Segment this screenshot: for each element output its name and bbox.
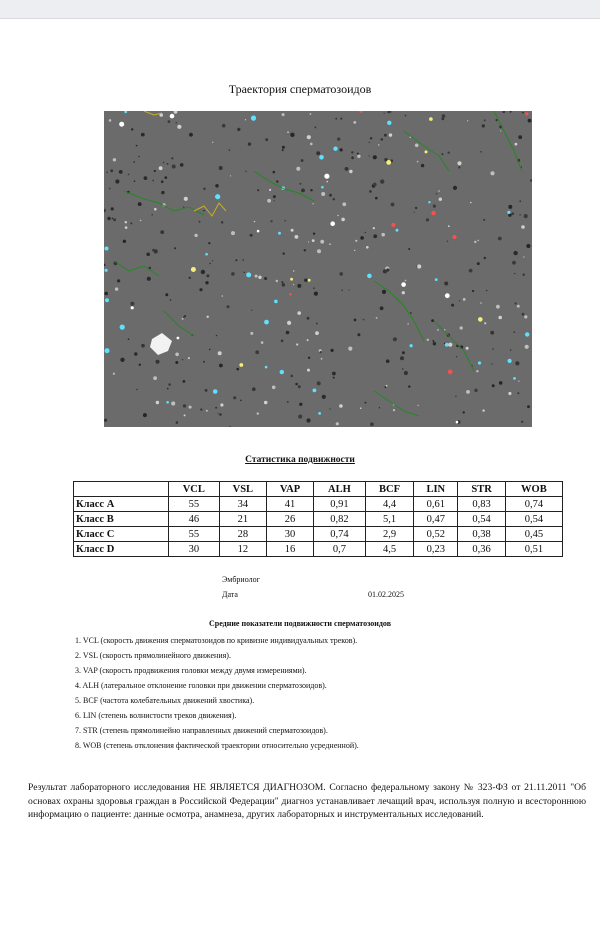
table-header-row (74, 482, 563, 497)
trajectory-microscopy-image (104, 111, 532, 427)
cell: 0,83 (458, 497, 505, 512)
motility-stats-table (73, 481, 563, 557)
viewer-top-bar (0, 0, 600, 19)
cell: 55 (169, 527, 220, 542)
cell: 41 (267, 497, 314, 512)
cell: 2,9 (365, 527, 413, 542)
cell: 26 (267, 512, 314, 527)
col-alh: ALH (314, 482, 366, 497)
cell: 5,1 (365, 512, 413, 527)
cell: 0,38 (458, 527, 505, 542)
definitions-title: Средние показатели подвижности сперматозоидов (208, 619, 392, 628)
definitions-list (75, 633, 359, 753)
cell: 46 (169, 512, 220, 527)
cell: 0,7 (314, 542, 366, 557)
date-label: Дата (222, 590, 238, 599)
cell: 0,52 (414, 527, 458, 542)
cell: 12 (219, 542, 266, 557)
list-item: 2. VSL (скорость прямолинейного движения). (75, 651, 231, 660)
list-item: 5. BCF (частота колебательных движений хвостика). (75, 696, 255, 705)
cell: 0,47 (414, 512, 458, 527)
cell: 4,4 (365, 497, 413, 512)
list-item: 6. LIN (степень волнистости треков движения). (75, 711, 237, 720)
cell: 0,45 (505, 527, 562, 542)
cell: 34 (219, 497, 266, 512)
table-row (74, 542, 563, 557)
col-lin: LIN (414, 482, 458, 497)
cell: 55 (169, 497, 220, 512)
cell: 28 (219, 527, 266, 542)
cell: 4,5 (365, 542, 413, 557)
list-item: 4. ALH (латеральное отклонение головки при движении сперматозоидов). (75, 681, 327, 690)
stats-title: Статистика подвижности (245, 455, 355, 465)
col-vcl: VCL (169, 482, 220, 497)
table-row (74, 497, 563, 512)
list-item: 7. STR (степень прямолинейно направленных движений сперматозоидов). (75, 726, 328, 735)
cell: 0,91 (314, 497, 366, 512)
corner-cell (74, 482, 169, 497)
row-label: Класс A (74, 497, 169, 512)
embryologist-label: Эмбриолог (222, 575, 260, 584)
page-title: Траектория сперматозоидов (228, 82, 372, 96)
date-value: 01.02.2025 (368, 590, 404, 599)
list-item: 1. VCL (скорость движения сперматозоидов по кривизне индивидуальных треков). (75, 636, 358, 645)
cell: 0,54 (505, 512, 562, 527)
row-label: Класс C (74, 527, 169, 542)
cell: 30 (267, 527, 314, 542)
cell: 0,61 (414, 497, 458, 512)
table-row (74, 512, 563, 527)
cell: 0,82 (314, 512, 366, 527)
cell: 0,54 (458, 512, 505, 527)
col-str: STR (458, 482, 505, 497)
col-wob: WOB (505, 482, 562, 497)
col-vap: VAP (267, 482, 314, 497)
list-item: 3. VAP (скорость продвижения головки между двумя измерениями). (75, 666, 307, 675)
cell: 16 (267, 542, 314, 557)
cell: 0,36 (458, 542, 505, 557)
disclaimer-text: Результат лабораторного исследования НЕ ЯВЛЯЕТСЯ ДИАГНОЗОМ. Согласно федеральному закону № 323-ФЗ от 21.11.2011 "Об основах охраны здоровья граждан в Российской Федерации" диагноз устанавливает лечащий врач, используя полную и всестороннюю информацию о пациенте: данные осмотра, анамнеза, других лабораторных и инструментальных исследований. (28, 782, 586, 820)
row-label: Класс B (74, 512, 169, 527)
list-item: 8. WOB (степень отклонения фактической траектории относительно усредненной). (75, 741, 359, 750)
cell: 0,74 (314, 527, 366, 542)
cell: 21 (219, 512, 266, 527)
col-bcf: BCF (365, 482, 413, 497)
cell: 0,74 (505, 497, 562, 512)
col-vsl: VSL (219, 482, 266, 497)
cell: 30 (169, 542, 220, 557)
cell: 0,23 (414, 542, 458, 557)
table-row (74, 527, 563, 542)
row-label: Класс D (74, 542, 169, 557)
cell: 0,51 (505, 542, 562, 557)
